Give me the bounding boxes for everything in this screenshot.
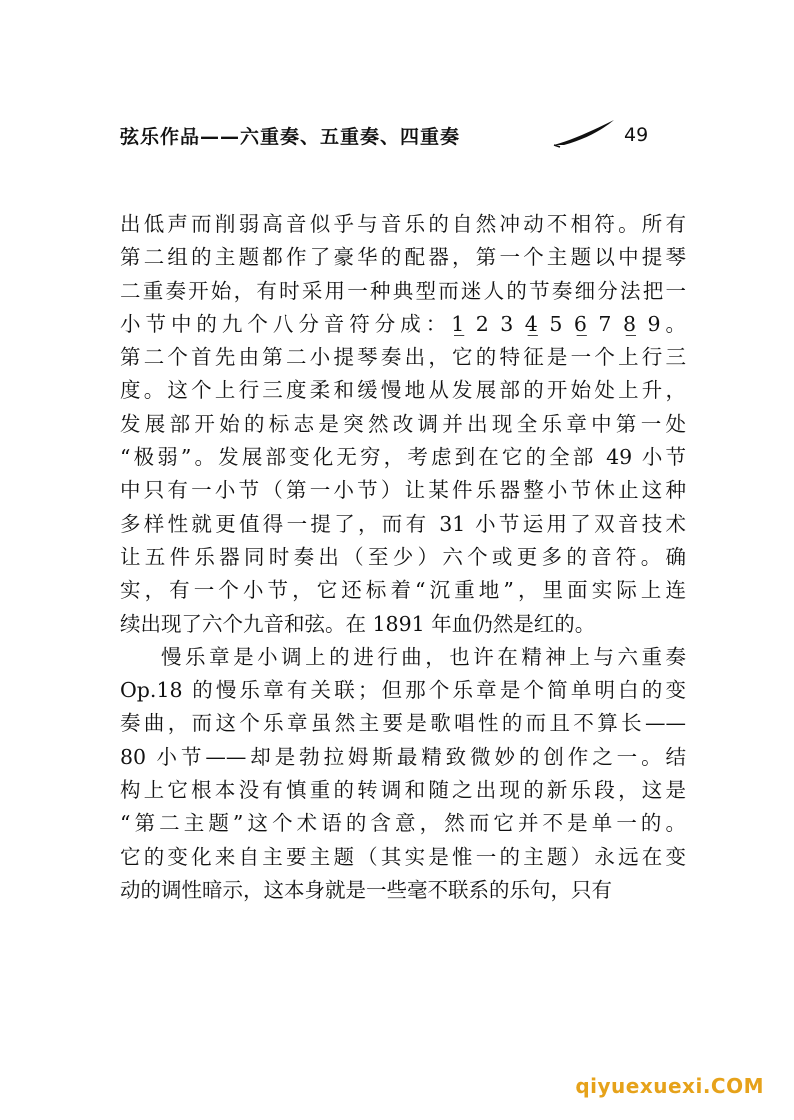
text-line: 发展部开始的标志是突然改调并出现全乐章中第一处 (120, 411, 686, 436)
text-line: 奏曲，而这个乐章虽然主要是歌唱性的而且不算长—— (120, 711, 686, 736)
text-line: 多样性就更值得一提了，而有 31 小节运用了双音技术 (120, 511, 686, 536)
text-line: 度。这个上行三度柔和缓慢地从发展部的开始处上升， (120, 378, 686, 403)
text-line: “极弱”。发展部变化无穷，考虑到在它的全部 49 小节 (120, 445, 686, 470)
paragraph (120, 641, 686, 907)
text-line: 第二组的主题都作了豪华的配器，第一个主题以中提琴 (120, 245, 686, 270)
text-line: 出低声而削弱高音似乎与音乐的自然冲动不相符。所有 (120, 212, 686, 236)
running-header (120, 118, 660, 154)
quill-icon (552, 118, 616, 148)
text-line: 第二个首先由第二小提琴奏出，它的特征是一个上行三 (120, 345, 686, 370)
text-line: 让五件乐器同时奏出（至少）六个或更多的音符。确 (120, 544, 686, 569)
text-line: 慢乐章是小调上的进行曲，也许在精神上与六重奏 (161, 644, 686, 669)
text-line: 小节中的九个八分音符分成：1̲ 2 3 4̲ 5 6̲ 7 8̲ 9。 (120, 311, 686, 336)
text-line: Op.18 的慢乐章有关联；但那个乐章是个简单明白的变 (120, 678, 686, 703)
text-line: 动的调性暗示，这本身就是一些毫不联系的乐句，只有 (120, 877, 612, 902)
text-line: 构上它根本没有慎重的转调和随之出现的新乐段，这是 (120, 778, 686, 803)
paragraph (120, 208, 686, 641)
text-line: 80 小节——却是勃拉姆斯最精致微妙的创作之一。结 (120, 744, 686, 769)
text-line: 二重奏开始，有时采用一种典型而迷人的节奏细分法把一 (120, 278, 686, 303)
text-line: 续出现了六个九音和弦。在 1891 年血仍然是红的。 (120, 611, 596, 636)
text-line: 它的变化来自主要主题（其实是惟一的主题）永远在变 (120, 844, 686, 869)
running-header-title: 弦乐作品——六重奏、五重奏、四重奏 (120, 126, 461, 148)
text-line: 中只有一小节（第一小节）让某件乐器整小节休止这种 (120, 478, 686, 503)
text-line: 实，有一个小节，它还标着“沉重地”，里面实际上连 (120, 578, 686, 603)
site-logo: qiyuexuexi.COM (575, 1074, 764, 1098)
text-line: “第二主题”这个术语的含意，然而它并不是单一的。 (120, 811, 686, 836)
page-number: 49 (624, 124, 649, 146)
body-text (120, 208, 686, 907)
